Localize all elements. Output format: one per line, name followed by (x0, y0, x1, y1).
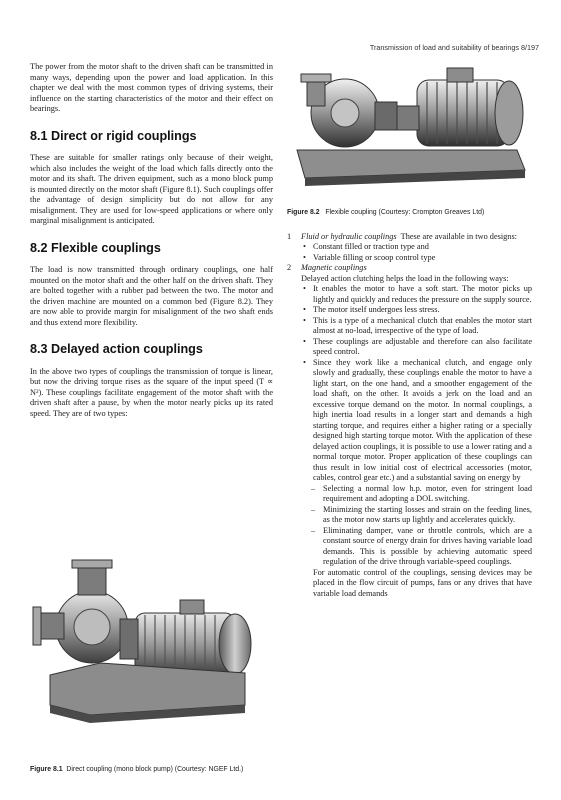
list-item-1-title: Fluid or hydraulic couplings (301, 231, 397, 241)
figure-8-2-label: Figure 8.2 (287, 209, 320, 216)
figure-8-1-caption (30, 766, 273, 775)
figure-8-2-caption (287, 209, 532, 218)
list-number-2: 2 (287, 263, 292, 272)
list-bullet: • It enables the motor to have a soft start. The motor picks up lightly and quickly and reduces the pressure on the supply source. (301, 284, 532, 305)
figure-8-1 (30, 555, 273, 775)
list-bullet: • Since they work like a mechanical clutch, and engage only slowly and gradually, these couplings enable the motor to have a light start, on the one hand, and a smoother engagement of the load shaft, on the other. It avoids a jerk on the load and an excessive torque demand on the motor. In normal couplings, a high inertia load results in a longer start and demands a high starting torque, and requires either a higher rating or a specially designed high starting torque motor. With the application of these delayed action couplings, it is possible to use a lower rating and a normal torque motor. Proper application of these couplings can thus result in low initial cost of electrical accessories (motor, cables, control gear etc.) and a substantial saving on energy by (301, 358, 532, 484)
figure-8-1-label: Figure 8.1 (30, 766, 63, 773)
running-head: Transmission of load and suitability of bearings 8/197 (369, 43, 539, 52)
figure-8-2 (287, 58, 532, 203)
figure-8-1-caption-text: Direct coupling (mono block pump) (Courtesy: NGEF Ltd.) (66, 766, 244, 773)
dash-item: – Selecting a normal low h.p. motor, even for stringent load requirement and adopting a DOL switching. (311, 484, 532, 505)
dash-item: – Eliminating damper, vane or throttle controls, which are a constant source of energy drain for drives having variable load demands. This is possible by achieving automatic speed regulation of the drive through variable-speed couplings. (311, 526, 532, 568)
list-bullet: • Variable filling or scoop control type (301, 253, 532, 264)
list-item-2-text: Delayed action clutching helps the load in the following ways: (301, 273, 509, 283)
right-column (287, 58, 532, 599)
section-heading-8-3: 8.3 Delayed action couplings (30, 342, 203, 356)
intro-paragraph: The power from the motor shaft to the driven shaft can be transmitted in many ways, depending upon the power and load application. In this chapter we deal with the most common types of driving systems, their influence on the starting characteristics of the motor and their effect on bearings. (30, 62, 273, 113)
section-heading-8-1: 8.1 Direct or rigid couplings (30, 128, 197, 143)
list-bullet: • The motor itself undergoes less stress. (301, 305, 532, 316)
coupling-types-list (287, 232, 532, 600)
left-column (30, 62, 273, 427)
mono-block-pump-image (30, 555, 273, 755)
list-bullet: • Constant filled or traction type and (301, 242, 532, 253)
figure-8-2-caption-text: Flexible coupling (Courtesy: Crompton Greaves Ltd) (325, 209, 485, 216)
section-body-8-3: In the above two types of couplings the transmission of torque is linear, but now the driving torque rises as the square of the input speed (T ∝ N²). These couplings facilitate engagement of the motor shaft with the driven shaft after a pause, by when the motor nearly picks up its rated speed. They are of two types: (30, 366, 273, 418)
list-item-1 (287, 232, 532, 264)
list-number-1: 1 (287, 231, 292, 241)
section-body-8-2: The load is now transmitted through ordinary couplings, one half mounted on the motor shaft and the other half on the driven shaft. They are bolted together with a rubber pad between the two. The motor and the driven machine are mounted on a common bed (Figure 8.2). They are now able to provide margin for misalignment of the two shaft ends and thus extend more flexibility. (30, 265, 273, 327)
flexible-coupling-image (287, 58, 532, 203)
list-item-2-title: Magnetic couplings (301, 263, 367, 272)
list-item-1-text: These are available in two designs: (400, 231, 517, 241)
closing-paragraph: For automatic control of the couplings, sensing devices may be placed in the flow circuit of pumps, fans or any drives that have variable load demands (313, 567, 532, 598)
list-item-2 (287, 263, 532, 599)
list-bullet: • This is a type of a mechanical clutch that enables the motor start almost at no-load, irrespective of the type of load. (301, 316, 532, 337)
list-bullet: • These couplings are adjustable and therefore can also facilitate speed control. (301, 337, 532, 358)
dash-item: – Minimizing the starting losses and strain on the feeding lines, as the motor now starts up lightly and accelerates quickly. (311, 505, 532, 526)
section-heading-8-2: 8.2 Flexible couplings (30, 240, 161, 255)
section-body-8-1: These are suitable for smaller ratings only because of their weight, which also includes the weight of the load which falls directly onto the motor and its shaft. The driven equipment, such as a mono block pump is mounted directly on the motor shaft (Figure 8.1). Such couplings offer the advantage of design simplicity but do not allow for any misalignment. They are used for low-speed applications or where only marginal misalignment is anticipated. (30, 153, 273, 225)
